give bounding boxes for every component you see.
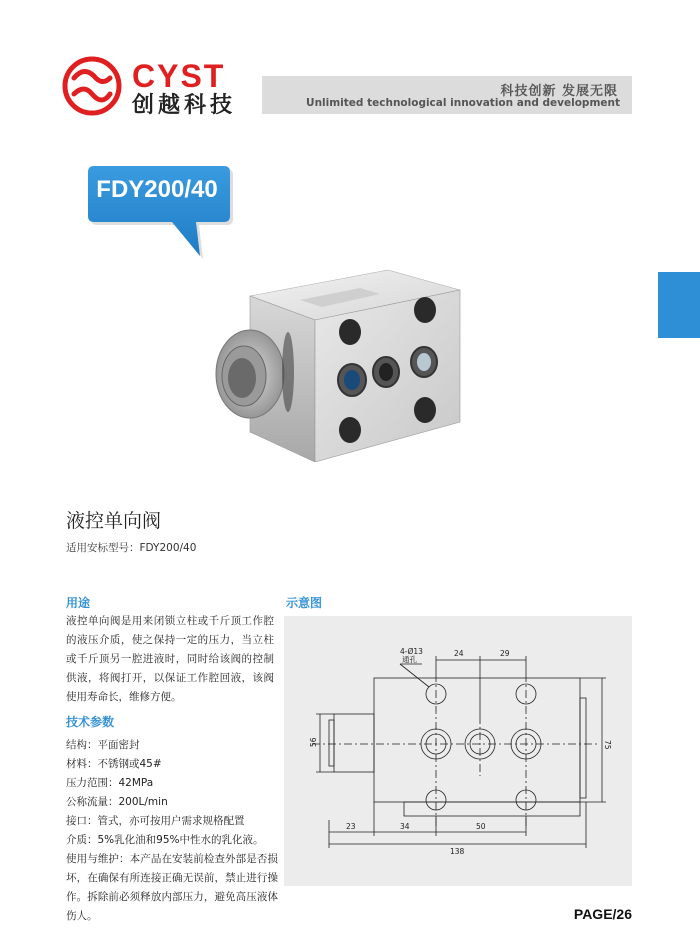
- slogan-cn: 科技创新 发展无限: [500, 84, 618, 99]
- param-item: 使用与维护：本产品在安装前检查外部是否损坏，在确保有所连接正确无误前，禁止进行操作。拆除前必须释放内部压力，避免高压液体伤人。: [66, 853, 278, 922]
- dim-label: 24: [454, 649, 464, 658]
- section-edge-tab: [658, 272, 700, 338]
- slogan-en: Unlimited technological innovation and development: [306, 97, 620, 109]
- usage-text: 液控单向阀是用来闭锁立柱或千斤顶工作腔的液压介质，使之保持一定的压力，当立柱或千斤顶另一腔进液时，同时给该阀的控制供液，将阀打开，以保证工作腔回液，该阀使用寿命长，维修方便。: [66, 615, 274, 703]
- logo-text-cn: 创越科技: [132, 93, 237, 118]
- usage-heading: 用途: [66, 596, 91, 610]
- schematic-panel: [284, 616, 632, 886]
- model-tag: [84, 162, 234, 228]
- dim-label: 50: [476, 822, 486, 831]
- brand-logo: [62, 56, 262, 122]
- slogan-banner: [262, 76, 632, 114]
- param-item: 公称流量：200L/min: [66, 796, 168, 808]
- page-number: PAGE/26: [573, 906, 632, 922]
- param-item: 压力范围：42MPa: [66, 777, 154, 789]
- dim-label: 34: [400, 822, 410, 831]
- product-subtitle: 适用安标型号：FDY200/40: [66, 542, 197, 554]
- product-title: 液控单向阀: [66, 510, 162, 532]
- diagram-heading: 示意图: [286, 596, 323, 610]
- params-list: [66, 736, 278, 926]
- hole-spec-label-2: 通孔: [402, 655, 417, 664]
- param-item: 结构：平面密封: [66, 739, 140, 751]
- hole-spec-label: 4-Ø13: [400, 647, 423, 656]
- logo-text-en: CYST: [132, 58, 226, 94]
- dim-label: 56: [309, 737, 318, 747]
- dim-label: 23: [346, 822, 356, 831]
- param-item: 接口：管式，亦可按用户需求规格配置: [66, 815, 245, 827]
- param-item: 介质：5%乳化油和95%中性水的乳化液。: [66, 834, 264, 846]
- model-tag-label: FDY200/40: [96, 176, 218, 203]
- param-item: 材料：不锈钢或45#: [66, 758, 162, 770]
- dim-label: 29: [500, 649, 510, 658]
- schematic-drawing: [284, 616, 632, 886]
- dim-label: 75: [603, 740, 612, 750]
- params-heading: 技术参数: [66, 715, 115, 729]
- dim-label: 138: [450, 847, 465, 856]
- product-image: [210, 262, 480, 462]
- logo-mark-icon: [62, 56, 122, 116]
